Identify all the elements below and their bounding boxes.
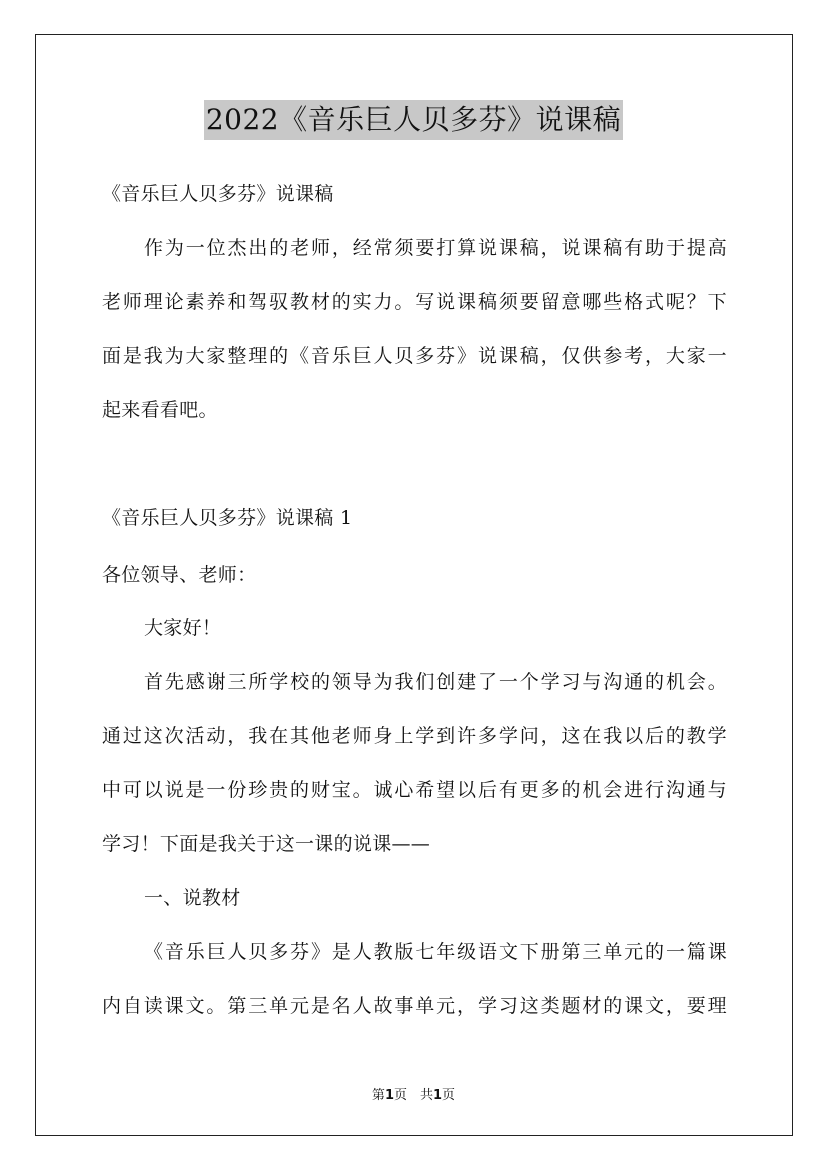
document-subtitle: 《音乐巨人贝多芬》说课稿 [102,183,334,205]
greeting: 大家好！ [144,617,222,639]
body-line: 中可以说是一份珍贵的财宝。诚心希望以后有更多的机会进行沟通与 [102,779,727,801]
intro-line: 作为一位杰出的老师，经常须要打算说课稿，说课稿有助于提高 [144,237,727,259]
page-footer [0,1084,827,1103]
footer-suffix: 页 [442,1088,456,1103]
footer-prefix: 第 [371,1088,385,1103]
body-line: 内自读课文。第三单元是名人故事单元，学习这类题材的课文，要理 [102,995,727,1017]
salutation: 各位领导、老师： [102,564,257,586]
title-block [0,100,827,140]
point-heading: 一、说教材 [144,887,241,909]
body-line: 通过这次活动，我在其他老师身上学到许多学问，这在我以后的教学 [102,725,727,747]
intro-line: 老师理论素养和驾驭教材的实力。写说课稿须要留意哪些格式呢？下 [102,291,727,313]
section-heading: 《音乐巨人贝多芬》说课稿 1 [102,507,353,529]
footer-mid: 页 共 [393,1088,433,1103]
footer-total-pages: 1 [433,1088,443,1103]
intro-line: 起来看看吧。 [102,399,218,421]
footer-page-number: 1 [384,1088,394,1103]
body-line: 首先感谢三所学校的领导为我们创建了一个学习与沟通的机会。 [144,671,727,693]
body-line: 学习！下面是我关于这一课的说课—— [102,833,431,855]
body-line: 《音乐巨人贝多芬》是人教版七年级语文下册第三单元的一篇课 [144,941,727,963]
intro-line: 面是我为大家整理的《音乐巨人贝多芬》说课稿，仅供参考，大家一 [102,345,727,367]
document-title: 2022《音乐巨人贝多芬》说课稿 [204,100,623,140]
